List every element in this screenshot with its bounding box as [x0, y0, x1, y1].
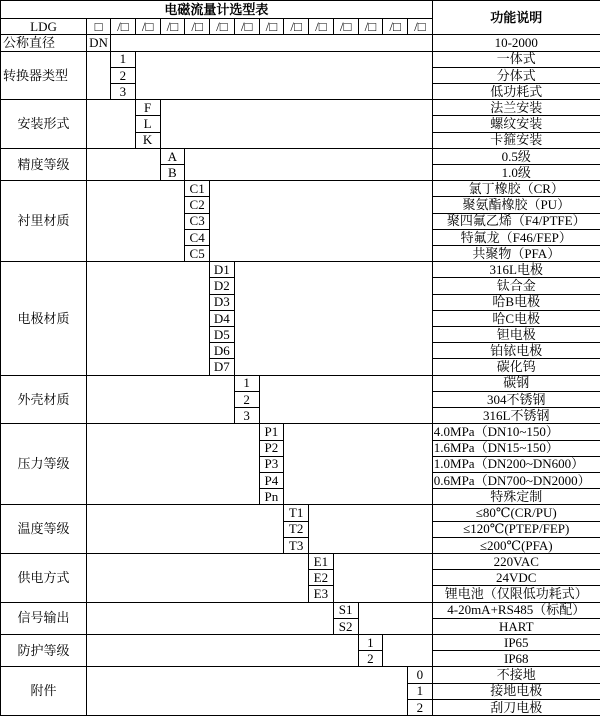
spacer-cell — [87, 100, 136, 149]
desc-cell: 220VAC — [432, 553, 600, 569]
spacer-cell — [333, 553, 432, 602]
category-label-accessories: 附件 — [1, 667, 87, 716]
spacer-cell — [185, 148, 433, 180]
code-cell: T3 — [284, 537, 309, 553]
desc-cell: 316L不锈钢 — [432, 408, 600, 424]
table-row — [1, 553, 600, 569]
model-slot: /□ — [259, 19, 284, 35]
desc-cell: IP65 — [432, 634, 600, 650]
desc-cell: 一体式 — [432, 51, 600, 67]
desc-cell: 卡箍安装 — [432, 132, 600, 148]
desc-cell: 1.6MPa（DN15~150） — [432, 440, 600, 456]
code-cell: 3 — [111, 84, 136, 100]
code-cell: D2 — [210, 278, 235, 294]
code-cell: P3 — [259, 456, 284, 472]
code-cell: Pn — [259, 489, 284, 505]
model-slot: /□ — [160, 19, 185, 35]
model-slot: /□ — [309, 19, 334, 35]
code-cell: P4 — [259, 472, 284, 488]
model-slot: /□ — [358, 19, 383, 35]
table-row — [1, 148, 600, 164]
code-cell: 1 — [358, 634, 383, 650]
desc-cell: 0.5级 — [432, 148, 600, 164]
code-cell: 2 — [358, 651, 383, 667]
desc-cell: 法兰安装 — [432, 100, 600, 116]
category-label-pressure-rating: 压力等级 — [1, 424, 87, 505]
category-label-electrode-material: 电极材质 — [1, 262, 87, 375]
desc-cell: 不接地 — [432, 667, 600, 683]
desc-cell: 聚四氟乙烯（F4/PTFE） — [432, 213, 600, 229]
spacer-cell — [87, 553, 309, 602]
spacer-cell — [87, 148, 161, 180]
code-cell: 1 — [111, 51, 136, 67]
code-cell: D7 — [210, 359, 235, 375]
code-cell: P2 — [259, 440, 284, 456]
spacer-cell — [234, 262, 432, 375]
desc-cell: 哈B电极 — [432, 294, 600, 310]
code-cell: B — [160, 165, 185, 181]
desc-cell: HART — [432, 618, 600, 634]
model-slot: /□ — [284, 19, 309, 35]
desc-cell: 4.0MPa（DN10~150） — [432, 424, 600, 440]
model-slot: /□ — [210, 19, 235, 35]
code-cell: F — [135, 100, 160, 116]
code-cell: D4 — [210, 310, 235, 326]
spacer-cell — [284, 424, 433, 505]
desc-cell: 钛合金 — [432, 278, 600, 294]
table-row — [1, 35, 600, 51]
desc-cell: 哈C电极 — [432, 310, 600, 326]
spacer-cell — [358, 602, 432, 634]
desc-cell: 共聚物（PFA） — [432, 246, 600, 262]
code-cell: 2 — [408, 699, 433, 715]
code-cell: L — [135, 116, 160, 132]
table-row — [1, 602, 600, 618]
desc-cell: 锂电池（仅限低功耗式） — [432, 586, 600, 602]
code-cell: C2 — [185, 197, 210, 213]
table-row — [1, 505, 600, 521]
desc-cell: 碳化钨 — [432, 359, 600, 375]
code-cell: D1 — [210, 262, 235, 278]
desc-cell: 低功耗式 — [432, 84, 600, 100]
model-base-box: □ — [87, 19, 111, 35]
table-row — [1, 51, 600, 67]
model-slot: /□ — [111, 19, 136, 35]
desc-cell: 钽电极 — [432, 327, 600, 343]
spacer-cell — [87, 51, 111, 100]
model-slot: /□ — [383, 19, 408, 35]
desc-cell: 1.0MPa（DN200~DN600） — [432, 456, 600, 472]
code-cell: 0 — [408, 667, 433, 683]
model-slot: /□ — [234, 19, 259, 35]
code-cell: 1 — [234, 375, 259, 391]
model-slot: /□ — [408, 19, 433, 35]
spacer-cell — [87, 505, 284, 554]
desc-cell: 10-2000 — [432, 35, 600, 51]
spacer-cell — [87, 424, 260, 505]
code-cell: E3 — [309, 586, 334, 602]
desc-cell: ≤200℃(PFA) — [432, 537, 600, 553]
table-row — [1, 634, 600, 650]
table-row — [1, 424, 600, 440]
code-cell: T2 — [284, 521, 309, 537]
desc-cell: 316L电极 — [432, 262, 600, 278]
category-label-accuracy-class: 精度等级 — [1, 148, 87, 180]
spacer-cell — [87, 262, 210, 375]
table-title: 电磁流量计选型表 — [1, 1, 433, 19]
code-cell: S2 — [333, 618, 358, 634]
desc-cell: 1.0级 — [432, 165, 600, 181]
desc-cell: IP68 — [432, 651, 600, 667]
category-label-power-supply: 供电方式 — [1, 553, 87, 602]
spacer-cell — [87, 634, 359, 666]
spacer-cell — [87, 602, 334, 634]
code-cell: K — [135, 132, 160, 148]
code-cell: C4 — [185, 229, 210, 245]
desc-cell: ≤120℃(PTEP/FEP) — [432, 521, 600, 537]
model-slot: /□ — [185, 19, 210, 35]
category-label-nominal-diameter: 公称直径 — [1, 35, 87, 51]
category-label-temperature-rating: 温度等级 — [1, 505, 87, 554]
spacer-cell — [259, 375, 432, 424]
desc-cell: 螺纹安装 — [432, 116, 600, 132]
category-label-converter-type: 转换器类型 — [1, 51, 87, 100]
desc-cell: 刮刀电极 — [432, 699, 600, 715]
code-cell: C1 — [185, 181, 210, 197]
desc-cell: 特氟龙（F46/FEP） — [432, 229, 600, 245]
code-cell: 1 — [408, 683, 433, 699]
category-label-installation-type: 安装形式 — [1, 100, 87, 149]
spacer-cell — [135, 51, 432, 100]
code-cell: 2 — [111, 67, 136, 83]
table-row — [1, 667, 600, 683]
code-cell: E2 — [309, 570, 334, 586]
category-label-liner-material: 衬里材质 — [1, 181, 87, 262]
code-cell: P1 — [259, 424, 284, 440]
spacer-cell — [111, 35, 433, 51]
code-cell: 2 — [234, 391, 259, 407]
code-cell: A — [160, 148, 185, 164]
code-cell: C5 — [185, 246, 210, 262]
code-cell: E1 — [309, 553, 334, 569]
model-slot: /□ — [333, 19, 358, 35]
table-row — [1, 100, 600, 116]
code-cell: C3 — [185, 213, 210, 229]
table-row — [1, 262, 600, 278]
category-label-housing-material: 外壳材质 — [1, 375, 87, 424]
category-label-protection-rating: 防护等级 — [1, 634, 87, 666]
desc-cell: 4-20mA+RS485（标配） — [432, 602, 600, 618]
category-label-signal-output: 信号输出 — [1, 602, 87, 634]
code-cell: T1 — [284, 505, 309, 521]
desc-cell: 24VDC — [432, 570, 600, 586]
code-cell: D6 — [210, 343, 235, 359]
code-cell: S1 — [333, 602, 358, 618]
desc-cell: 氯丁橡胶（CR） — [432, 181, 600, 197]
code-cell: DN — [87, 35, 111, 51]
model-slot: /□ — [135, 19, 160, 35]
spacer-cell — [210, 181, 433, 262]
desc-cell: ≤80℃(CR/PU) — [432, 505, 600, 521]
code-cell: D5 — [210, 327, 235, 343]
desc-cell: 铂铱电极 — [432, 343, 600, 359]
function-column-header: 功能说明 — [432, 1, 600, 35]
spacer-cell — [87, 375, 235, 424]
spacer-cell — [383, 634, 433, 666]
desc-cell: 分体式 — [432, 67, 600, 83]
table-row — [1, 375, 600, 391]
desc-cell: 碳钢 — [432, 375, 600, 391]
code-cell: 3 — [234, 408, 259, 424]
spacer-cell — [309, 505, 433, 554]
spacer-cell — [87, 667, 408, 716]
spacer-cell — [160, 100, 432, 149]
code-cell: D3 — [210, 294, 235, 310]
desc-cell: 304不锈钢 — [432, 391, 600, 407]
spacer-cell — [87, 181, 185, 262]
desc-cell: 聚氨酯橡胶（PU） — [432, 197, 600, 213]
desc-cell: 0.6MPa（DN700~DN2000） — [432, 472, 600, 488]
desc-cell: 特殊定制 — [432, 489, 600, 505]
model-prefix: LDG — [1, 19, 87, 35]
table-row — [1, 181, 600, 197]
desc-cell: 接地电极 — [432, 683, 600, 699]
